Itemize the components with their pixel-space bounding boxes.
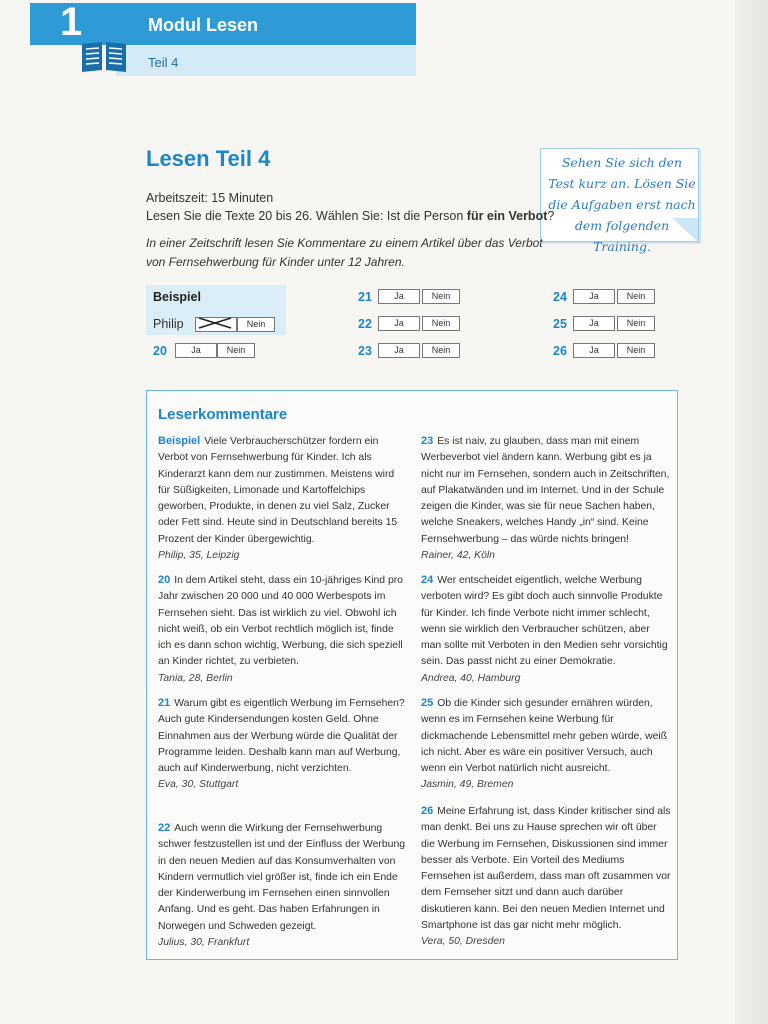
- comment-number: 20: [158, 574, 171, 586]
- comment-text: Meine Erfahrung ist, dass Kinder kritischer sind als man denkt. Bei uns zu Hause sprechen wir oft über die Werbung im Fernsehen, Diskussionen sind immer besser als Verbote. Ein Vorteil des Mediums Fernsehen ist außerdem, dass man oft zusammen vor dem Fernseher sitzt und dann auch darüber diskutieren kann. Bei den neuen Medien Internet und Smartphone ist das gar nicht mehr möglich.: [421, 806, 671, 932]
- comment-author: Eva, 30, Stuttgart: [158, 779, 239, 791]
- example-nein-box: Nein: [237, 317, 275, 332]
- hint-note-text: Sehen Sie sich den Test kurz an. Lösen Sie die Aufgaben erst nach dem folgenden Training.: [548, 155, 696, 254]
- comment-author: Jasmin, 49, Bremen: [421, 779, 514, 791]
- comment-author: Tania, 28, Berlin: [158, 672, 233, 684]
- item-number-22: 22: [358, 317, 372, 331]
- answer-24-ja[interactable]: Ja: [573, 289, 615, 304]
- item-number-25: 25: [553, 317, 567, 331]
- answer-20-nein[interactable]: Nein: [217, 343, 255, 358]
- item-number-23: 23: [358, 344, 372, 358]
- example-name: Philip: [153, 317, 184, 331]
- example-label: Beispiel: [153, 290, 201, 304]
- comment-author: Vera, 50, Dresden: [421, 936, 505, 948]
- item-number-26: 26: [553, 344, 567, 358]
- module-title: Modul Lesen: [148, 15, 259, 35]
- module-number: 1: [60, 0, 83, 44]
- comment-24: [421, 572, 671, 687]
- item-number-20: 20: [153, 344, 167, 358]
- comment-text: Wer entscheidet eigentlich, welche Werbung verboten wird? Es gibt doch auch sinnvolle Produkte für Kinder. Ich finde Verbote nicht immer schlecht, wenn sie wirklich den Verbraucher schützen, aber man sollte mit Verboten in den Medien sehr vorsichtig sein. Das passt nicht zu einer Demokratie.: [421, 575, 668, 668]
- book-icon: [78, 38, 130, 74]
- answer-26-nein[interactable]: Nein: [617, 343, 655, 358]
- comment-author: Andrea, 40, Hamburg: [421, 672, 521, 684]
- comment-text: Ob die Kinder sich gesunder ernähren würden, wenn es im Fernsehen keine Werbung für dickmachende Lebensmittel mehr geben würde, weiß ich nicht. Aber es wäre ein positiver Versuch, auch wenn ein Verbot natürlich nicht ausreicht.: [421, 698, 668, 775]
- task-bold: für ein Verbot: [466, 209, 548, 223]
- comment-number: 24: [421, 574, 434, 586]
- item-number-21: 21: [358, 290, 372, 304]
- comment-26: [421, 803, 671, 951]
- comment-21: [158, 695, 408, 794]
- answer-22-ja[interactable]: Ja: [378, 316, 420, 331]
- comment-20: [158, 572, 408, 687]
- comment-author: Julius, 30, Frankfurt: [158, 937, 250, 949]
- comment-author: Rainer, 42, Köln: [421, 550, 495, 562]
- cross-mark-icon: [197, 316, 233, 330]
- answer-23-nein[interactable]: Nein: [422, 343, 460, 358]
- comment-text: Warum gibt es eigentlich Werbung im Fernsehen? Auch gute Kindersendungen kosten Geld. Ohne Einnahmen aus der Werbung würde die Qualität der Programme leiden. Deshalb kann man auf Werbung, auch auf Kinderwerbung, nicht verzichten.: [158, 698, 405, 775]
- answer-24-nein[interactable]: Nein: [617, 289, 655, 304]
- answer-26-ja[interactable]: Ja: [573, 343, 615, 358]
- task-prefix: Lesen Sie die Texte 20 bis 26. Wählen Sie: Ist die Person: [146, 209, 467, 223]
- page-title: Lesen Teil 4: [146, 146, 271, 171]
- comment-text: Viele Verbraucherschützer fordern ein Verbot von Fernsehwerbung für Kinder. Ich als Kinderarzt kann dem nur zustimmen. Meistens wird für Süßigkeiten, Limonade und Kartoffelchips geworben, Produkte, in denen zu viel Salz, Zucker oder Fett sind. Heute sind in Deutschland bereits 15 Prozent der Kinder übergewichtig.: [158, 436, 398, 545]
- task-suffix: ?: [547, 209, 555, 223]
- page-edge-shadow: [735, 0, 768, 1024]
- comment-text: Auch wenn die Wirkung der Fernsehwerbung schwer festzustellen ist und der Einfluss der Werbung in den neuen Medien auf das Konsumverhalten von Kindern vermutlich viel größer ist, finde ich ein Ende der Kinderwerbung im Fernsehen einen sinnvollen Anfang. Und es geht. Das haben Erfahrungen in Norwegen und Schweden gezeigt.: [158, 823, 405, 932]
- comment-23: [421, 433, 671, 564]
- comment-number: 22: [158, 822, 171, 834]
- task-text: [146, 209, 554, 223]
- context-text: In einer Zeitschrift lesen Sie Kommentare zu einem Artikel über das Verbot von Fernsehwerbung für Kinder unter 12 Jahren.: [146, 236, 543, 269]
- answer-25-ja[interactable]: Ja: [573, 316, 615, 331]
- item-number-24: 24: [553, 290, 567, 304]
- comment-number: 25: [421, 697, 434, 709]
- answer-21-nein[interactable]: Nein: [422, 289, 460, 304]
- comment-number: 21: [158, 697, 171, 709]
- comment-author: Philip, 35, Leipzig: [158, 550, 240, 562]
- comment-number: 26: [421, 805, 434, 817]
- module-part: Teil 4: [148, 55, 179, 70]
- comment-25: [421, 695, 671, 794]
- answer-23-ja[interactable]: Ja: [378, 343, 420, 358]
- comment-number: 23: [421, 435, 434, 447]
- answer-20-ja[interactable]: Ja: [175, 343, 217, 358]
- answer-25-nein[interactable]: Nein: [617, 316, 655, 331]
- comment-example: [158, 433, 408, 564]
- comments-title: Leserkommentare: [158, 406, 288, 423]
- worktime-text: Arbeitszeit: 15 Minuten: [146, 191, 274, 205]
- answer-21-ja[interactable]: Ja: [378, 289, 420, 304]
- answer-22-nein[interactable]: Nein: [422, 316, 460, 331]
- comment-text: In dem Artikel steht, dass ein 10-jähriges Kind pro Jahr zwischen 20 000 und 40 000 Werbespots im Fernsehen sieht. Das ist wirklich zu viel. Obwohl ich nicht weiß, ob ein Verbot rechtlich möglich ist, finde ich es dann schon wichtig, Werbung, die sich speziell an Kinder richtet, zu verbieten.: [158, 575, 403, 668]
- comment-22: [158, 820, 408, 951]
- comment-number: Beispiel: [158, 435, 201, 447]
- comment-text: Es ist naiv, zu glauben, dass man mit einem Werbeverbot viel ändern kann. Werbung gibt es ja nicht nur im Fernsehen, sondern auch in Zeitschriften, auf Plakatwänden und im Internet. Und in der Schule zeigen die Kinder, was sie für neue Sachen haben, welche Sneakers, welches Handy „in“ sind. Keine Fernsehwerbung – das würde nichts bringen!: [421, 436, 670, 545]
